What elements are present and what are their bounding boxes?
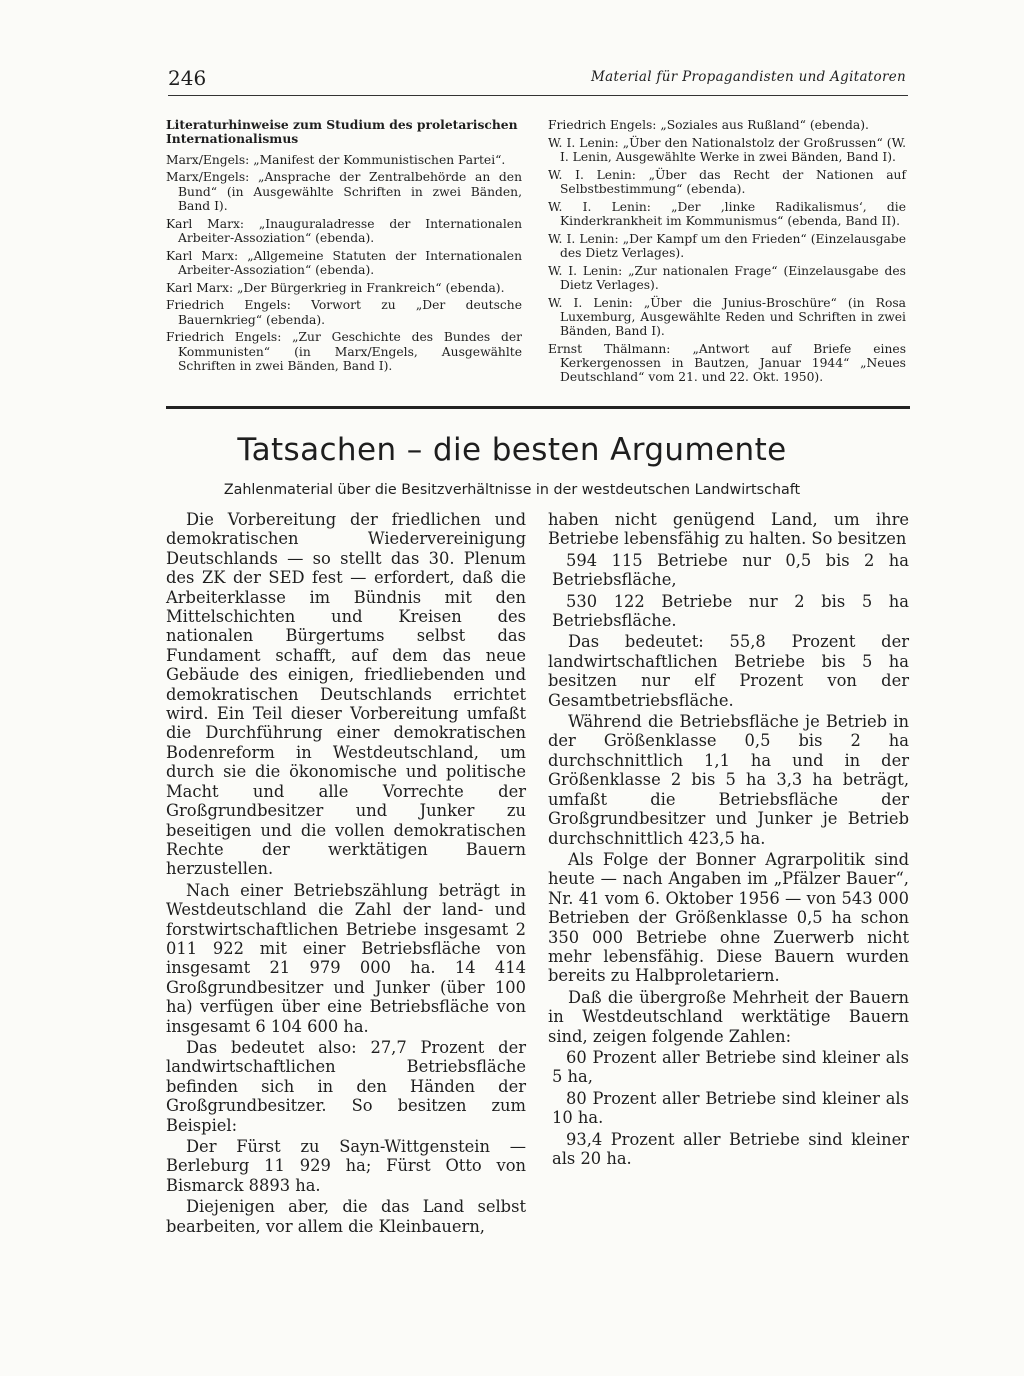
literature-entry: Ernst Thälmann: „Antwort auf Briefe eines Kerkergenossen in Bautzen, Januar 1944“ „Neues Deutschland“ vom 21. und 22. Okt. 1950). — [548, 341, 906, 385]
statistic-line: 594 115 Betriebe nur 0,5 bis 2 ha Betriebsfläche, — [552, 550, 909, 590]
article-paragraph: Nach einer Betriebszählung beträgt in Westdeutschland die Zahl der land- und forstwirtschaftlichen Betriebe insgesamt 2 011 922 mit einer Betriebsfläche von insgesamt 21 979 000 ha. 14 414 Großgrundbesitzer und Junker (über 100 ha) verfügen über eine Betriebsfläche von insgesamt 6 104 600 ha. — [166, 880, 526, 1036]
literature-entry: Friedrich Engels: Vorwort zu „Der deutsche Bauernkrieg“ (ebenda). — [166, 298, 522, 327]
literature-left-column — [166, 118, 522, 376]
literature-entry: Karl Marx: „Inauguraladresse der Internationalen Arbeiter-Assoziation“ (ebenda). — [166, 216, 522, 245]
article-paragraph: Daß die übergroße Mehrheit der Bauern in Westdeutschland werktätige Bauern sind, zeigen folgende Zahlen: — [548, 987, 909, 1046]
page-number: 246 — [168, 66, 207, 90]
literature-heading: Literaturhinweise zum Studium des proletarischen Internationalismus — [166, 117, 518, 147]
article-paragraph: Als Folge der Bonner Agrarpolitik sind heute — nach Angaben im „Pfälzer Bauer“, Nr. 41 vom 6. Oktober 1956 — von 543 000 Betrieben der Größenklasse 0,5 ha schon 350 000 Betriebe ohne Zuerwerb nicht mehr lebensfähig. Diese Bauern wurden bereits zu Halbproletariern. — [548, 849, 909, 986]
literature-entry: W. I. Lenin: „Der ‚linke Radikalismus‘, die Kinderkrankheit im Kommunismus“ (ebenda, Band II). — [548, 199, 906, 228]
literature-entry: W. I. Lenin: „Zur nationalen Frage“ (Einzelausgabe des Dietz Verlages). — [548, 263, 906, 292]
literature-right-column — [548, 118, 906, 388]
article-paragraph: Der Fürst zu Sayn-Wittgenstein — Berleburg 11 929 ha; Fürst Otto von Bismarck 8893 ha. — [166, 1137, 526, 1195]
article-left-column — [166, 510, 526, 1238]
article-paragraph: Das bedeutet: 55,8 Prozent der landwirtschaftlichen Betriebe bis 5 ha besitzen nur elf Prozent von der Gesamtbetriebsfläche. — [548, 632, 909, 710]
article-paragraph: haben nicht genügend Land, um ihre Betriebe lebensfähig zu halten. So besitzen — [548, 510, 909, 549]
article-title: Tatsachen – die besten Argumente — [237, 432, 787, 468]
literature-entry: W. I. Lenin: „Über das Recht der Nationen auf Selbstbestimmung“ (ebenda). — [548, 167, 906, 196]
literature-entry: Karl Marx: „Allgemeine Statuten der Internationalen Arbeiter-Assoziation“ (ebenda). — [166, 248, 522, 277]
literature-entry: Friedrich Engels: „Soziales aus Rußland“ (ebenda). — [548, 118, 869, 132]
article-paragraph: Während die Betriebsfläche je Betrieb in der Größenklasse 0,5 bis 2 ha durchschnittlich 1,1 ha und in der Größenklasse 2 bis 5 ha 3,3 ha beträgt, umfaßt die Betriebsfläche der Großgrundbesitzer und Junker je Betrieb durchschnittlich 423,5 ha. — [548, 712, 909, 848]
section-divider — [166, 406, 910, 409]
header-rule — [168, 95, 908, 96]
literature-entry: Friedrich Engels: „Zur Geschichte des Bundes der Kommunisten“ (in Marx/Engels, Ausgewählte Schriften in zwei Bänden, Band I). — [166, 330, 522, 373]
article-paragraph: Die Vorbereitung der friedlichen und demokratischen Wiedervereinigung Deutschlands — so stellt das 30. Plenum des ZK der SED fest — erfordert, daß die Arbeiterklasse im Bündnis mit den Mittelschichten und Kreisen des nationalen Bürgertums selbst das Fundament schafft, auf dem das neue Gebäude des einigen, friedliebenden und demokratischen Deutschlands errichtet wird. Ein Teil dieser Vorbereitung umfaßt die Durchführung einer demokratischen Bodenreform in Westdeutschland, um durch sie die ökonomische und politische Macht und alle Vorrechte der Großgrundbesitzer und Junker zu beseitigen und die vollen demokratischen Rechte der werktätigen Bauern herzustellen. — [166, 510, 526, 879]
literature-entry: Marx/Engels: „Ansprache der Zentralbehörde an den Bund“ (in Ausgewählte Schriften in zwei Bänden, Band I). — [166, 170, 522, 213]
article-paragraph: Das bedeutet also: 27,7 Prozent der landwirtschaftlichen Betriebsfläche befinden sich in den Händen der Großgrundbesitzer. So besitzen zum Beispiel: — [166, 1037, 526, 1135]
article-subtitle: Zahlenmaterial über die Besitzverhältnisse in der westdeutschen Landwirtschaft — [223, 482, 801, 498]
statistic-line: 530 122 Betriebe nur 2 bis 5 ha Betriebsfläche. — [552, 591, 909, 631]
statistic-line: 60 Prozent aller Betriebe sind kleiner als 5 ha, — [552, 1047, 909, 1087]
statistic-line: 93,4 Prozent aller Betriebe sind kleiner als 20 ha. — [552, 1129, 909, 1168]
literature-entry: W. I. Lenin: „Der Kampf um den Frieden“ (Einzelausgabe des Dietz Verlages). — [548, 231, 906, 260]
article-right-column — [548, 510, 909, 1170]
literature-entry: W. I. Lenin: „Über die Junius-Broschüre“ (in Rosa Luxemburg, Ausgewählte Reden und Schriften in zwei Bänden, Band I). — [548, 295, 906, 339]
literature-entry: W. I. Lenin: „Über den Nationalstolz der Großrussen“ (W. I. Lenin, Ausgewählte Werke in zwei Bänden, Band I). — [548, 135, 906, 164]
article-paragraph: Diejenigen aber, die das Land selbst bearbeiten, vor allem die Kleinbauern, — [166, 1197, 526, 1236]
running-title: Material für Propagandisten und Agitatoren — [591, 69, 906, 85]
literature-entry: Karl Marx: „Der Bürgerkrieg in Frankreich“ (ebenda). — [166, 280, 505, 295]
statistic-line: 80 Prozent aller Betriebe sind kleiner als 10 ha. — [552, 1088, 909, 1128]
literature-entry: Marx/Engels: „Manifest der Kommunistischen Partei“. — [166, 152, 506, 167]
